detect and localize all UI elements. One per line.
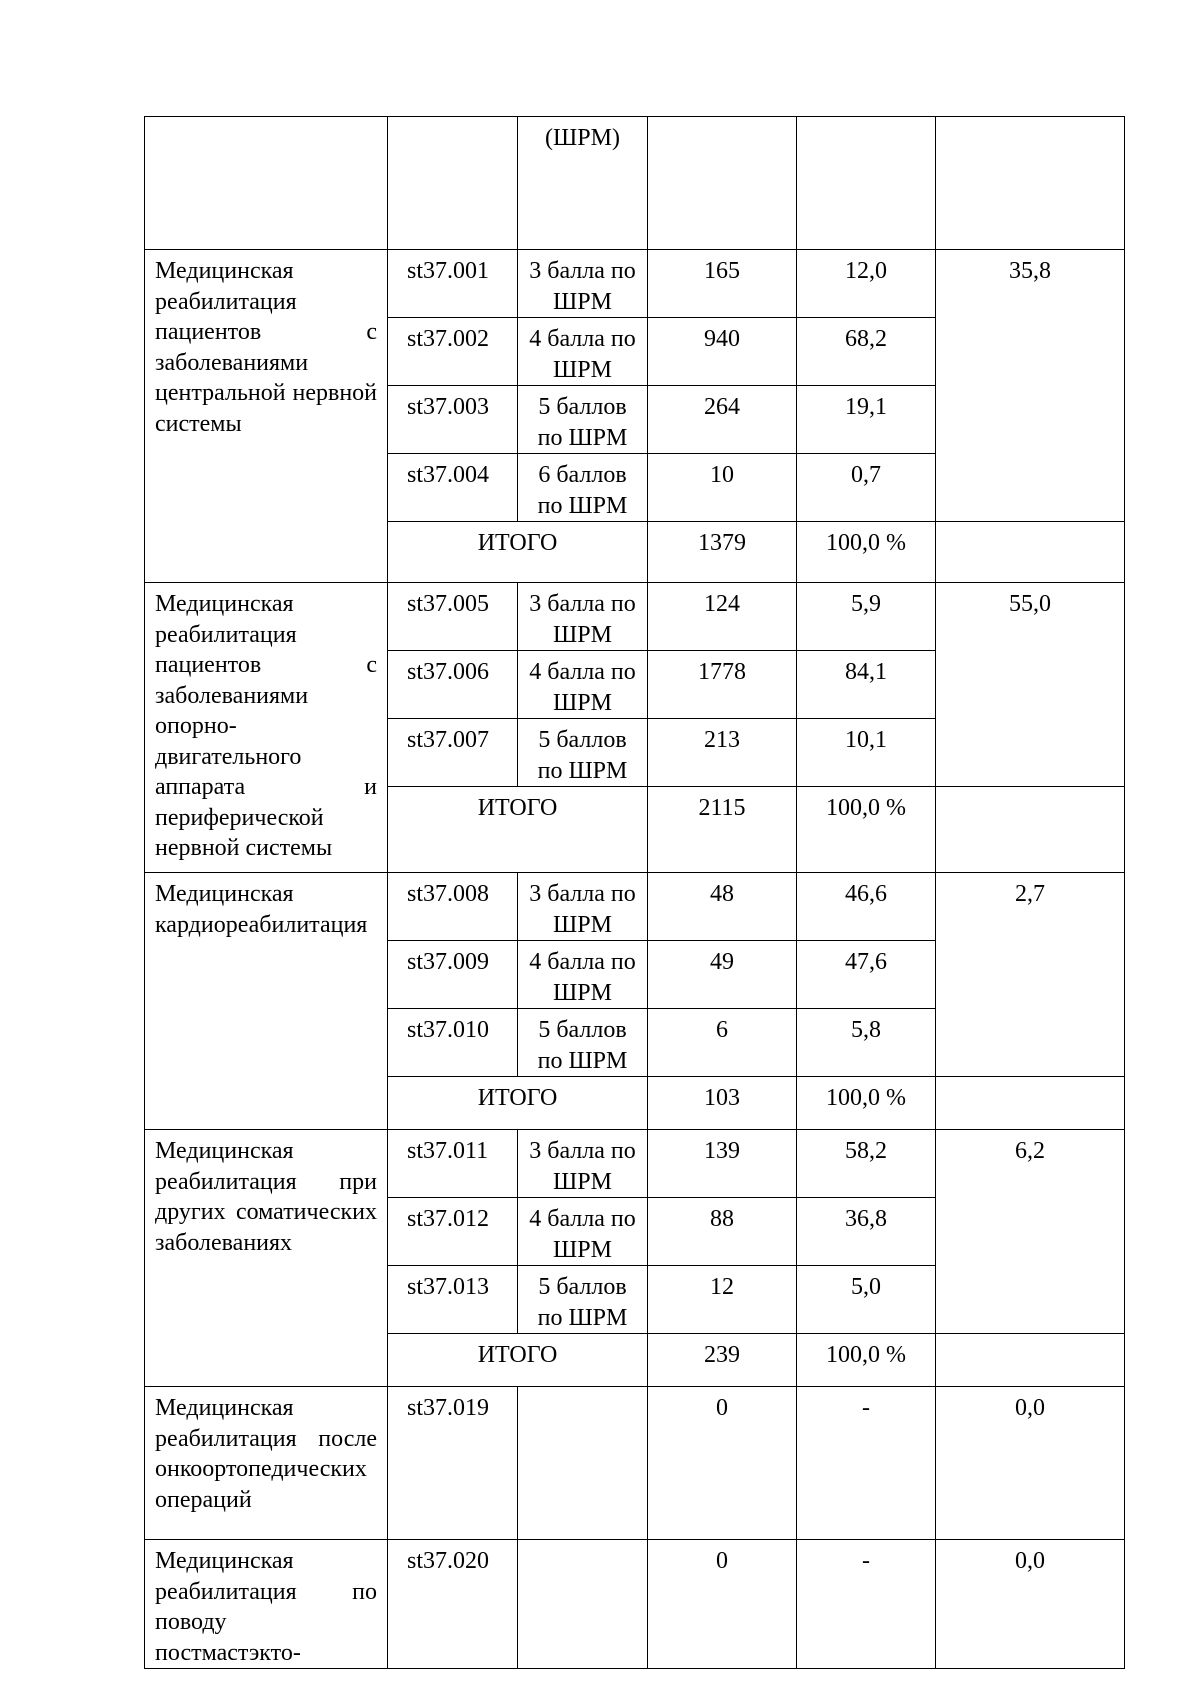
code-cell: st37.019 — [388, 1387, 518, 1540]
count-cell: 0 — [648, 1387, 797, 1540]
total-count: 2115 — [648, 787, 797, 873]
percent-cell: 5,8 — [797, 1009, 936, 1077]
total-percent: 100,0 % — [797, 1334, 936, 1387]
profile-cell: Медицинская кардиореабилитация — [145, 873, 388, 1130]
total-count: 239 — [648, 1334, 797, 1387]
header-fragment-cell: (ШРМ) — [518, 117, 648, 250]
table-cell — [388, 117, 518, 250]
score-cell: 4 балла по ШРМ — [518, 941, 648, 1009]
table-cell — [797, 117, 936, 250]
profile-cell: Медицинская реабилитация по поводу постмастэкто- — [145, 1540, 388, 1669]
score-cell: 5 баллов по ШРМ — [518, 719, 648, 787]
count-cell: 12 — [648, 1266, 797, 1334]
code-cell: st37.013 — [388, 1266, 518, 1334]
table-row — [145, 1387, 1125, 1540]
code-cell: st37.010 — [388, 1009, 518, 1077]
score-cell — [518, 1387, 648, 1540]
score-cell — [518, 1540, 648, 1669]
count-cell: 10 — [648, 454, 797, 522]
score-cell: 5 баллов по ШРМ — [518, 386, 648, 454]
total-label: ИТОГО — [388, 1334, 648, 1387]
table-cell — [936, 1334, 1125, 1387]
score-cell: 3 балла по ШРМ — [518, 1130, 648, 1198]
count-cell: 264 — [648, 386, 797, 454]
code-cell: st37.001 — [388, 250, 518, 318]
count-cell: 6 — [648, 1009, 797, 1077]
code-cell: st37.002 — [388, 318, 518, 386]
total-percent: 100,0 % — [797, 522, 936, 583]
score-cell: 3 балла по ШРМ — [518, 583, 648, 651]
percent-cell: - — [797, 1387, 936, 1540]
share-cell: 2,7 — [936, 873, 1125, 1077]
table-cell — [648, 117, 797, 250]
share-cell: 0,0 — [936, 1387, 1125, 1540]
total-percent: 100,0 % — [797, 787, 936, 873]
score-cell: 3 балла по ШРМ — [518, 250, 648, 318]
score-cell: 3 балла по ШРМ — [518, 873, 648, 941]
total-label: ИТОГО — [388, 1077, 648, 1130]
score-cell: 4 балла по ШРМ — [518, 651, 648, 719]
percent-cell: 84,1 — [797, 651, 936, 719]
table-cell — [936, 787, 1125, 873]
count-cell: 940 — [648, 318, 797, 386]
count-cell: 49 — [648, 941, 797, 1009]
score-cell: 5 баллов по ШРМ — [518, 1009, 648, 1077]
code-cell: st37.011 — [388, 1130, 518, 1198]
code-cell: st37.006 — [388, 651, 518, 719]
code-cell: st37.007 — [388, 719, 518, 787]
total-count: 1379 — [648, 522, 797, 583]
percent-cell: - — [797, 1540, 936, 1669]
percent-cell: 19,1 — [797, 386, 936, 454]
score-cell: 5 баллов по ШРМ — [518, 1266, 648, 1334]
count-cell: 124 — [648, 583, 797, 651]
share-cell: 0,0 — [936, 1540, 1125, 1669]
table-cell — [936, 117, 1125, 250]
percent-cell: 5,9 — [797, 583, 936, 651]
profile-cell: Медицинская реабилитация пациентов с заболеваниями центральной нервной системы — [145, 250, 388, 583]
score-cell: 4 балла по ШРМ — [518, 1198, 648, 1266]
count-cell: 213 — [648, 719, 797, 787]
percent-cell: 10,1 — [797, 719, 936, 787]
total-count: 103 — [648, 1077, 797, 1130]
table-cell — [936, 1077, 1125, 1130]
table-row — [145, 873, 1125, 941]
percent-cell: 5,0 — [797, 1266, 936, 1334]
percent-cell: 47,6 — [797, 941, 936, 1009]
code-cell: st37.005 — [388, 583, 518, 651]
count-cell: 88 — [648, 1198, 797, 1266]
rehabilitation-table — [144, 116, 1125, 1669]
total-percent: 100,0 % — [797, 1077, 936, 1130]
percent-cell: 46,6 — [797, 873, 936, 941]
table-row — [145, 1540, 1125, 1669]
score-cell: 4 балла по ШРМ — [518, 318, 648, 386]
share-cell: 35,8 — [936, 250, 1125, 522]
count-cell: 139 — [648, 1130, 797, 1198]
count-cell: 48 — [648, 873, 797, 941]
code-cell: st37.009 — [388, 941, 518, 1009]
profile-cell: Медицинская реабилитация после онкоортопедических операций — [145, 1387, 388, 1540]
count-cell: 0 — [648, 1540, 797, 1669]
table-row — [145, 250, 1125, 318]
table-cell — [936, 522, 1125, 583]
total-label: ИТОГО — [388, 787, 648, 873]
profile-cell: Медицинская реабилитация пациентов с заболеваниями опорно-двигательного аппарата и периферической нервной системы — [145, 583, 388, 873]
table-row — [145, 1130, 1125, 1198]
count-cell: 1778 — [648, 651, 797, 719]
percent-cell: 68,2 — [797, 318, 936, 386]
table-body — [145, 117, 1125, 1669]
code-cell: st37.012 — [388, 1198, 518, 1266]
percent-cell: 0,7 — [797, 454, 936, 522]
code-cell: st37.004 — [388, 454, 518, 522]
percent-cell: 12,0 — [797, 250, 936, 318]
share-cell: 55,0 — [936, 583, 1125, 787]
code-cell: st37.008 — [388, 873, 518, 941]
profile-cell: Медицинская реабилитация при других соматических заболеваниях — [145, 1130, 388, 1387]
share-cell: 6,2 — [936, 1130, 1125, 1334]
table-cell — [145, 117, 388, 250]
table-row — [145, 117, 1125, 250]
code-cell: st37.003 — [388, 386, 518, 454]
percent-cell: 36,8 — [797, 1198, 936, 1266]
score-cell: 6 баллов по ШРМ — [518, 454, 648, 522]
code-cell: st37.020 — [388, 1540, 518, 1669]
percent-cell: 58,2 — [797, 1130, 936, 1198]
table-row — [145, 583, 1125, 651]
count-cell: 165 — [648, 250, 797, 318]
total-label: ИТОГО — [388, 522, 648, 583]
